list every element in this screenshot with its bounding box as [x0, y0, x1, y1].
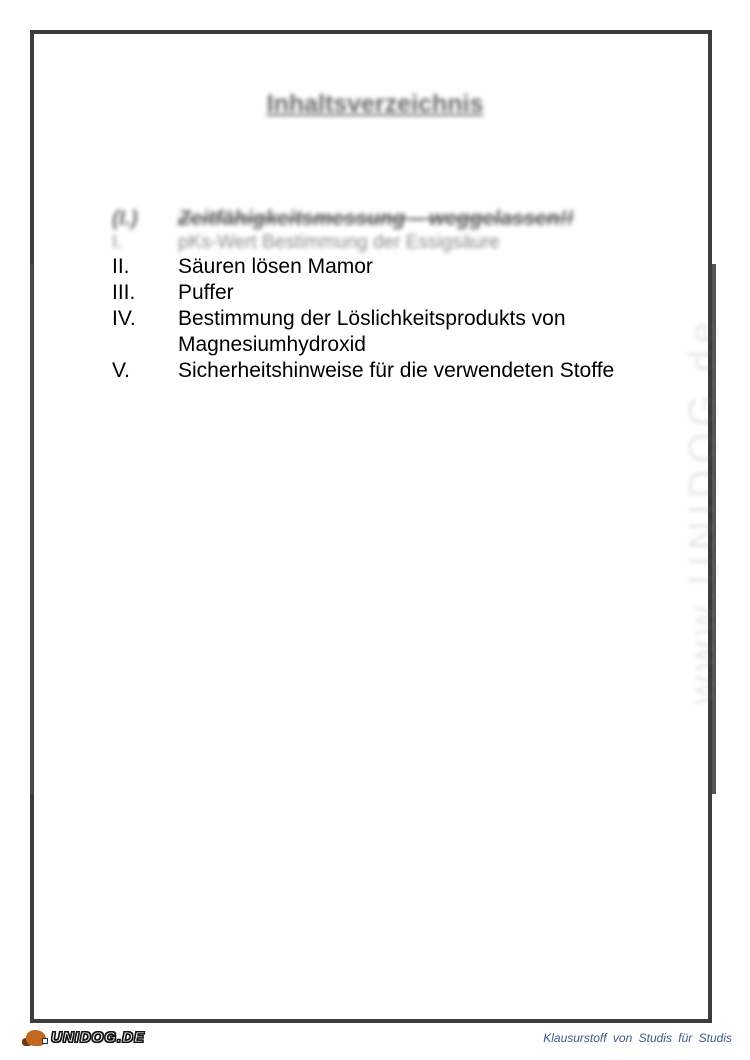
logo-text: UNIDOG.DE	[51, 1028, 146, 1046]
toc-text: pKs-Wert Bestimmung der Essigsäure	[178, 232, 500, 253]
toc-item-struck	[112, 206, 672, 232]
toc-number: I.	[112, 232, 123, 253]
toc-item	[112, 306, 672, 358]
page-title: Inhaltsverzeichnis	[266, 90, 484, 118]
document-page	[30, 30, 712, 1023]
toc-number: II.	[112, 255, 130, 278]
toc-number: (I.)	[112, 207, 138, 230]
table-of-contents	[112, 206, 672, 384]
watermark: www.UNIDOG.de	[681, 315, 726, 705]
beaver-icon	[22, 1026, 48, 1048]
toc-item	[112, 280, 672, 306]
footer-tagline: Klausurstoff von Studis für Studis	[543, 1031, 732, 1045]
page-edge-left	[30, 264, 33, 794]
toc-text: Sicherheitshinweise für die verwendeten Stoffe	[178, 359, 615, 382]
unidog-logo[interactable]	[22, 1023, 145, 1051]
toc-number: III.	[112, 281, 136, 304]
toc-number: V.	[112, 359, 130, 382]
toc-item	[112, 254, 672, 280]
toc-text: Zeitfähigkeitsmessung – weggelassen!!	[178, 207, 574, 230]
toc-item	[112, 358, 672, 384]
toc-text: Säuren lösen Mamor	[178, 255, 373, 278]
toc-number: IV.	[112, 307, 136, 330]
toc-text: Bestimmung der Löslichkeitsprodukts von Magnesiumhydroxid	[178, 307, 566, 356]
toc-item-faded	[112, 232, 672, 254]
toc-text: Puffer	[178, 281, 234, 304]
